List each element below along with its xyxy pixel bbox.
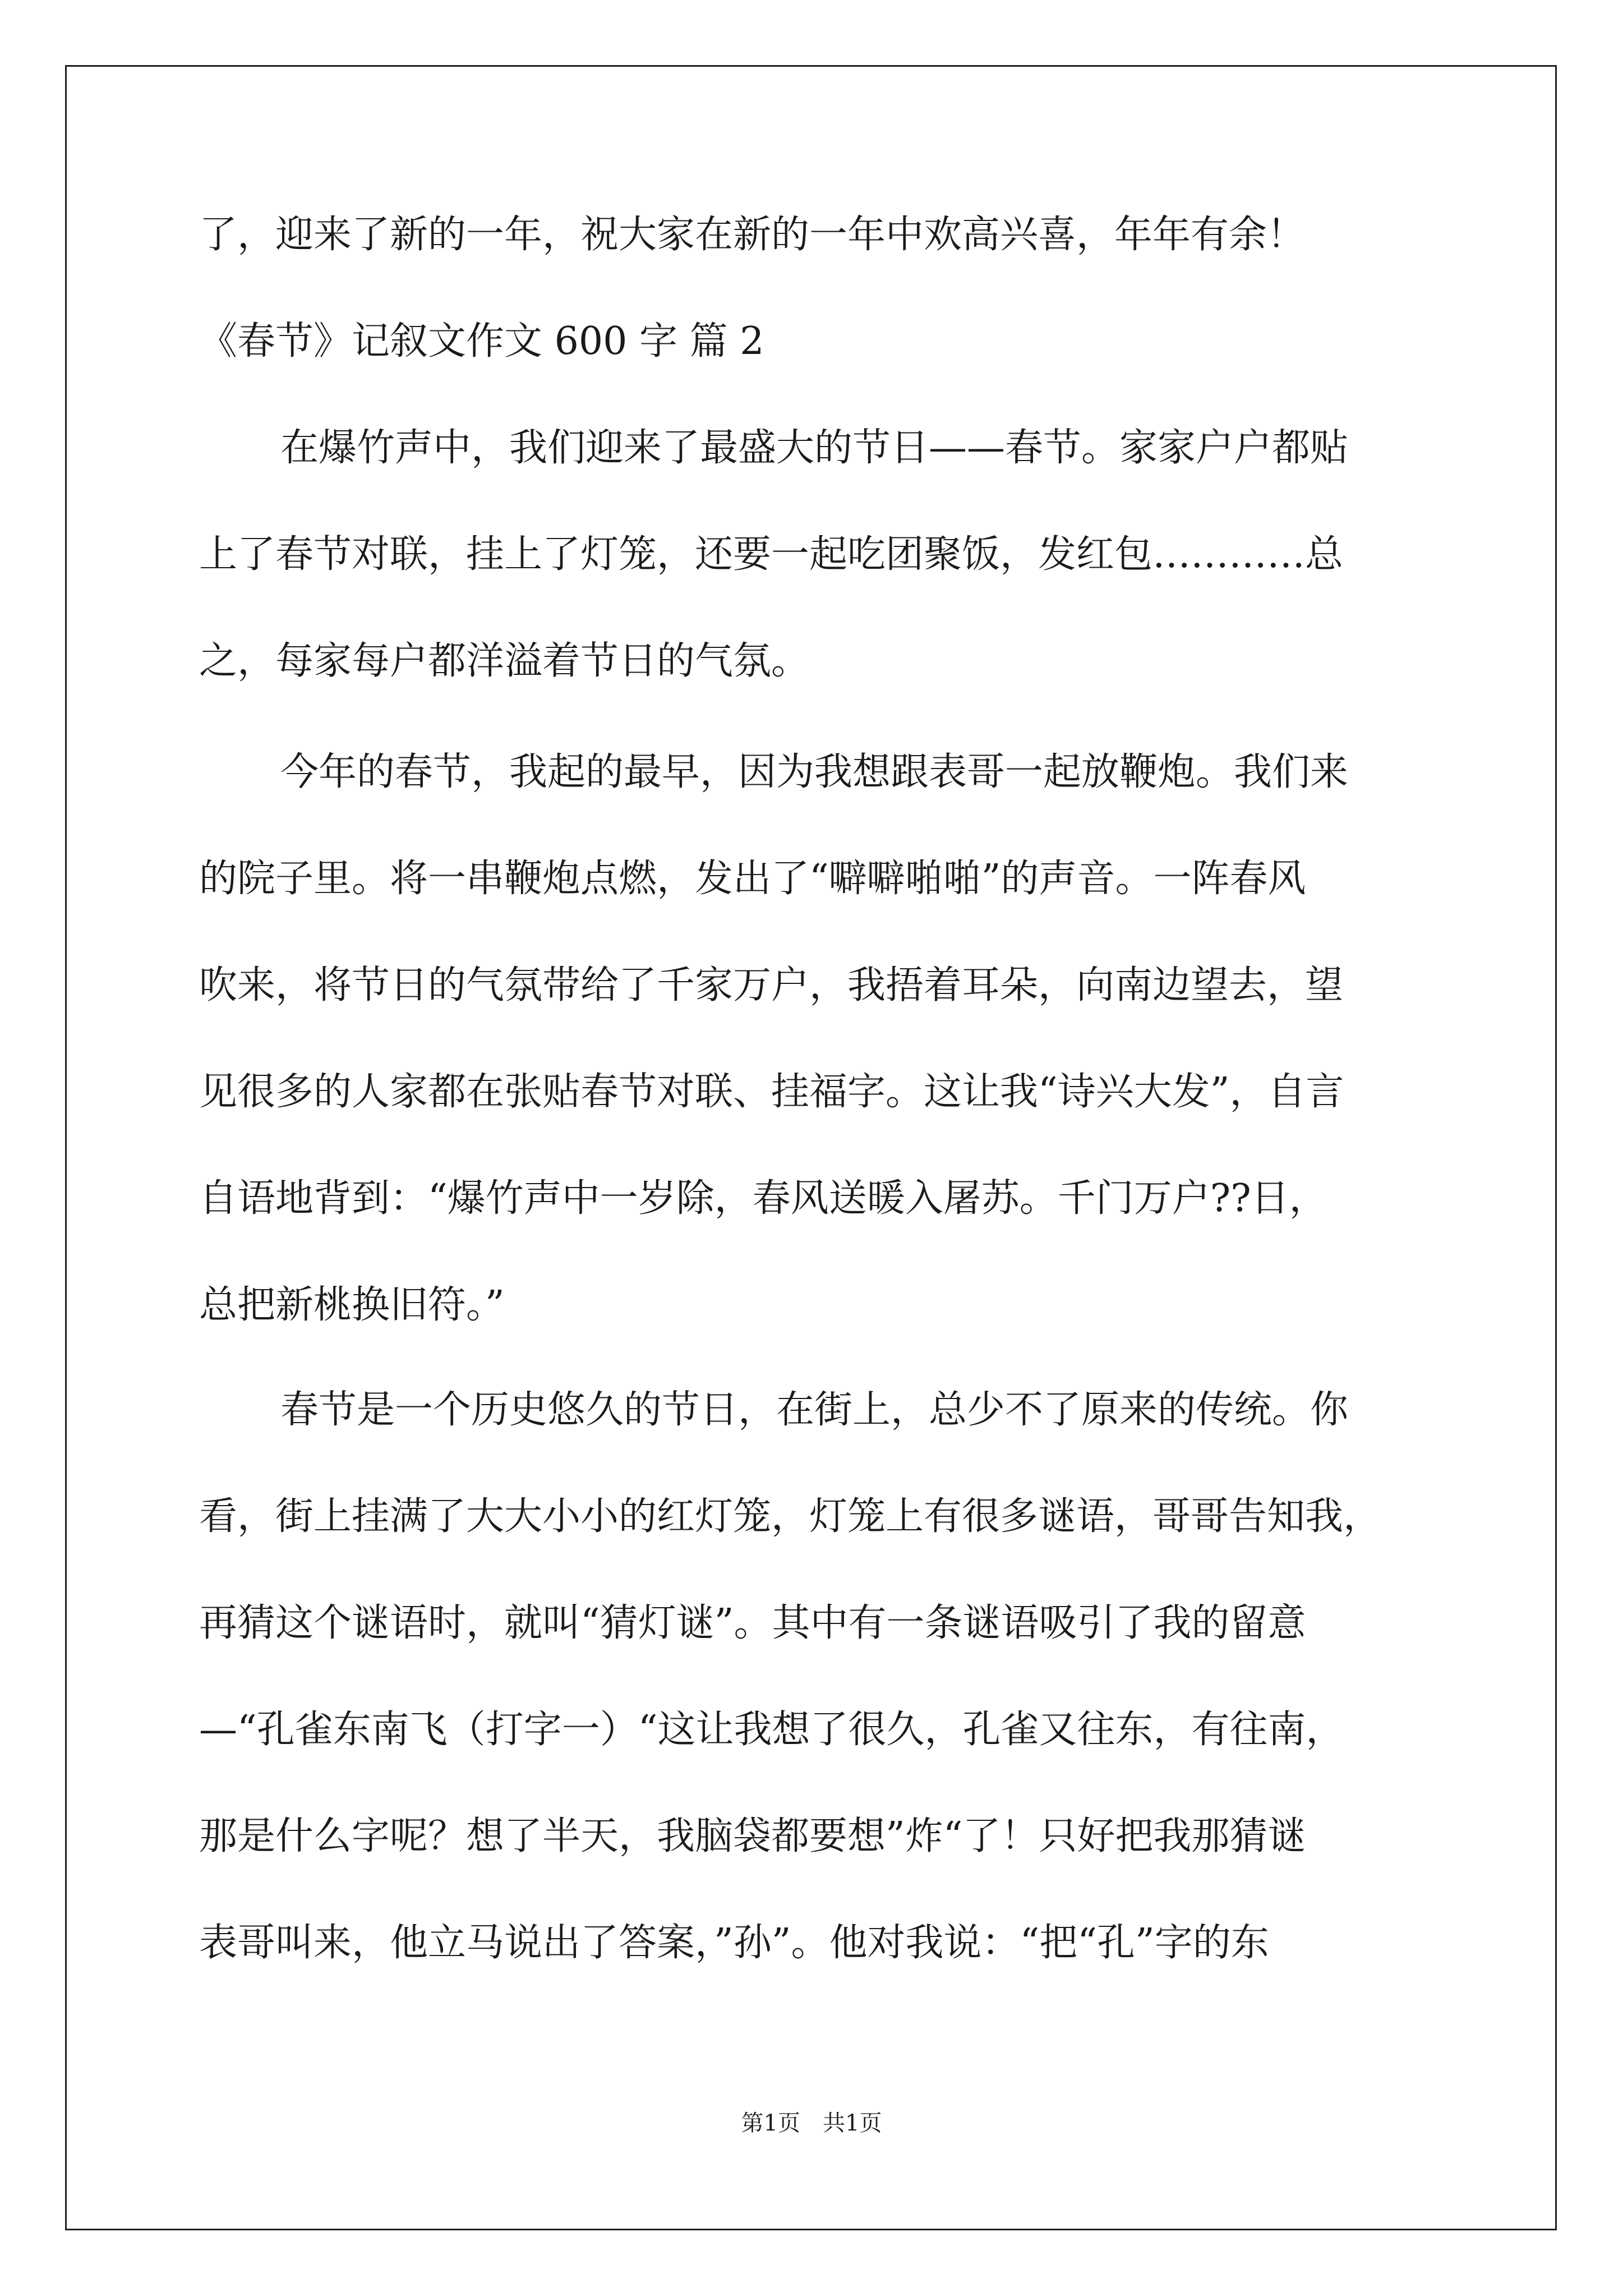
paragraph-2-line-2: 的院子里。将一串鞭炮点燃，发出了“噼噼啪啪”的声音。一阵春风	[199, 857, 1306, 901]
paragraph-1-line-2: 上了春节对联，挂上了灯笼，还要一起吃团聚饭，发红包…………总	[199, 532, 1344, 577]
page-footer: 第1页 共1页	[741, 2110, 882, 2136]
paragraph-1-line-3: 之，每家每户都洋溢着节日的气氛。	[199, 639, 810, 683]
paragraph-3-line-2: 看，街上挂满了大大小小的红灯笼，灯笼上有很多谜语，哥哥告知我，	[199, 1494, 1382, 1539]
paragraph-3-line-6: 表哥叫来，他立马说出了答案，”孙”。他对我说：“把“孔”字的东	[199, 1921, 1269, 1965]
section-heading: 《春节》记叙文作文 600 字 篇 2	[199, 319, 764, 364]
paragraph-2-line-6: 总把新桃换旧符。”	[199, 1283, 505, 1327]
paragraph-2-line-4: 见很多的人家都在张贴春节对联、挂福字。这让我“诗兴大发”，自言	[199, 1070, 1344, 1114]
paragraph-3-line-5: 那是什么字呢？想了半天，我脑袋都要想”炸“了！只好把我那猜谜	[199, 1814, 1306, 1858]
paragraph-2-line-1: 今年的春节，我起的最早，因为我想跟表哥一起放鞭炮。我们来	[280, 750, 1349, 794]
paragraph-3-line-4: —“孔雀东南飞（打字一）“这让我想了很久，孔雀又往东，有往南，	[199, 1708, 1344, 1752]
paragraph-2-line-5: 自语地背到：“爆竹声中一岁除，春风送暖入屠苏。千门万户??日，	[199, 1176, 1327, 1221]
page-border	[65, 65, 1557, 2230]
paragraph-3-line-1: 春节是一个历史悠久的节日，在街上，总少不了原来的传统。你	[280, 1388, 1349, 1432]
text-line-continuation: 了，迎来了新的一年，祝大家在新的一年中欢高兴喜，年年有余！	[199, 213, 1306, 257]
paragraph-3-line-3: 再猜这个谜语时，就叫“猜灯谜”。其中有一条谜语吸引了我的留意	[199, 1601, 1306, 1645]
paragraph-2-line-3: 吹来，将节日的气氛带给了千家万户，我捂着耳朵，向南边望去，望	[199, 963, 1344, 1007]
paragraph-1-line-1: 在爆竹声中，我们迎来了最盛大的节日——春节。家家户户都贴	[280, 426, 1349, 470]
